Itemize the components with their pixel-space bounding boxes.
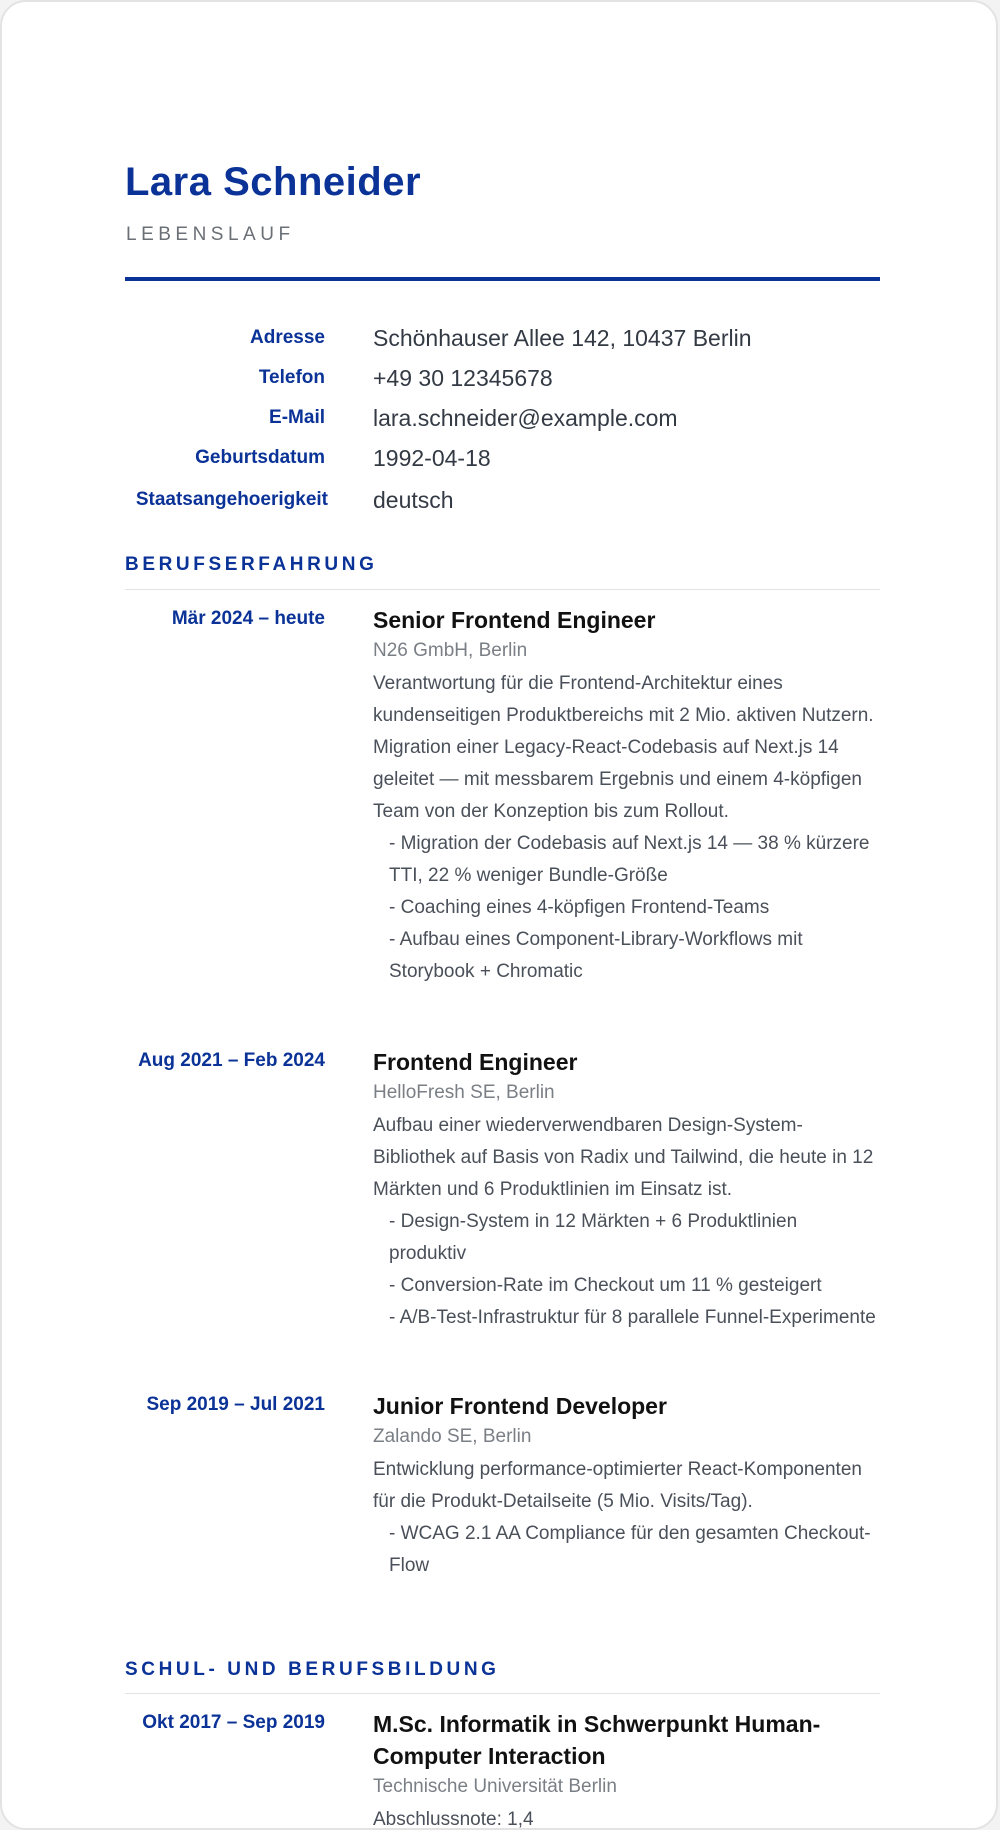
entry-body — [373, 608, 878, 988]
entry-title: Frontend Engineer — [373, 1049, 578, 1075]
section-title-experience: BERUFSERFAHRUNG — [125, 554, 378, 575]
entry-description: Verantwortung für die Frontend-Architektur eines kundenseitigen Produktbereichs mit 2 Mio. aktiven Nutzern. Migration einer Legacy-React-Codebasis auf Next.js 14 geleitet — mit messbarem Ergebnis und einem 4-köpfigen Team von der Konzeption bis zum Rollout. — [373, 673, 874, 822]
info-row-address — [125, 327, 880, 357]
header-divider — [125, 277, 880, 281]
entry-organization: HelloFresh SE, Berlin — [373, 1082, 555, 1103]
entry-description: Entwicklung performance-optimierter React-Komponenten für die Produkt-Detailseite (5 Mio. Visits/Tag). — [373, 1459, 862, 1512]
info-value: 1992-04-18 — [373, 445, 491, 471]
list-item: - Migration der Codebasis auf Next.js 14 — 38 % kürzere TTI, 22 % weniger Bundle-Größe — [389, 828, 878, 892]
section-divider — [125, 1693, 880, 1694]
list-item: - Aufbau eines Component-Library-Workflows mit Storybook + Chromatic — [389, 924, 878, 988]
info-row-nationality — [125, 489, 880, 519]
list-item: - Design-System in 12 Märkten + 6 Produktlinien produktiv — [389, 1206, 878, 1270]
entry-organization: N26 GmbH, Berlin — [373, 640, 528, 661]
section-title-education: SCHUL- UND BERUFSBILDUNG — [125, 1659, 500, 1680]
list-item: - WCAG 2.1 AA Compliance für den gesamten Checkout-Flow — [389, 1518, 878, 1582]
info-label: Telefon — [258, 367, 325, 388]
entry-title: Junior Frontend Developer — [373, 1393, 667, 1419]
entry-description: Abschlussnote: 1,4 — [373, 1809, 534, 1830]
entry-date: Okt 2017 – Sep 2019 — [142, 1712, 325, 1733]
entry-organization: Technische Universität Berlin — [373, 1776, 617, 1797]
info-value: deutsch — [373, 487, 454, 513]
info-row-birthdate — [125, 447, 880, 477]
info-label: Adresse — [250, 327, 325, 348]
info-label: E-Mail — [269, 407, 325, 428]
info-value: +49 30 12345678 — [373, 365, 553, 391]
entry-title: M.Sc. Informatik in Schwerpunkt Human-Computer Interaction — [373, 1711, 821, 1769]
entry-description: Aufbau einer wiederverwendbaren Design-System-Bibliothek auf Basis von Radix und Tailwind, die heute in 12 Märkten und 6 Produktlinien im Einsatz ist. — [373, 1115, 874, 1200]
resume-name: Lara Schneider — [125, 160, 422, 204]
entry-title: Senior Frontend Engineer — [373, 607, 656, 633]
list-item: - A/B-Test-Infrastruktur für 8 parallele Funnel-Experimente — [389, 1302, 878, 1334]
entry-date: Mär 2024 – heute — [171, 608, 325, 629]
info-row-phone — [125, 367, 880, 397]
info-label: Staatsangehoerigkeit — [135, 489, 328, 510]
section-divider — [125, 589, 880, 590]
entry-date: Aug 2021 – Feb 2024 — [138, 1050, 325, 1071]
info-row-email — [125, 407, 880, 437]
entry-bullets — [373, 828, 878, 988]
entry-bullets — [373, 1518, 878, 1582]
resume-subtitle: LEBENSLAUF — [126, 224, 295, 245]
info-value: Schönhauser Allee 142, 10437 Berlin — [373, 325, 752, 351]
list-item: - Coaching eines 4-köpfigen Frontend-Teams — [389, 892, 878, 924]
list-item: - Conversion-Rate im Checkout um 11 % gesteigert — [389, 1270, 878, 1302]
entry-body — [373, 1712, 878, 1830]
entry-body — [373, 1050, 878, 1334]
entry-bullets — [373, 1206, 878, 1334]
info-label: Geburtsdatum — [195, 447, 325, 468]
entry-date: Sep 2019 – Jul 2021 — [146, 1394, 325, 1415]
entry-body — [373, 1394, 878, 1582]
info-value: lara.schneider@example.com — [373, 405, 678, 431]
entry-organization: Zalando SE, Berlin — [373, 1426, 532, 1447]
